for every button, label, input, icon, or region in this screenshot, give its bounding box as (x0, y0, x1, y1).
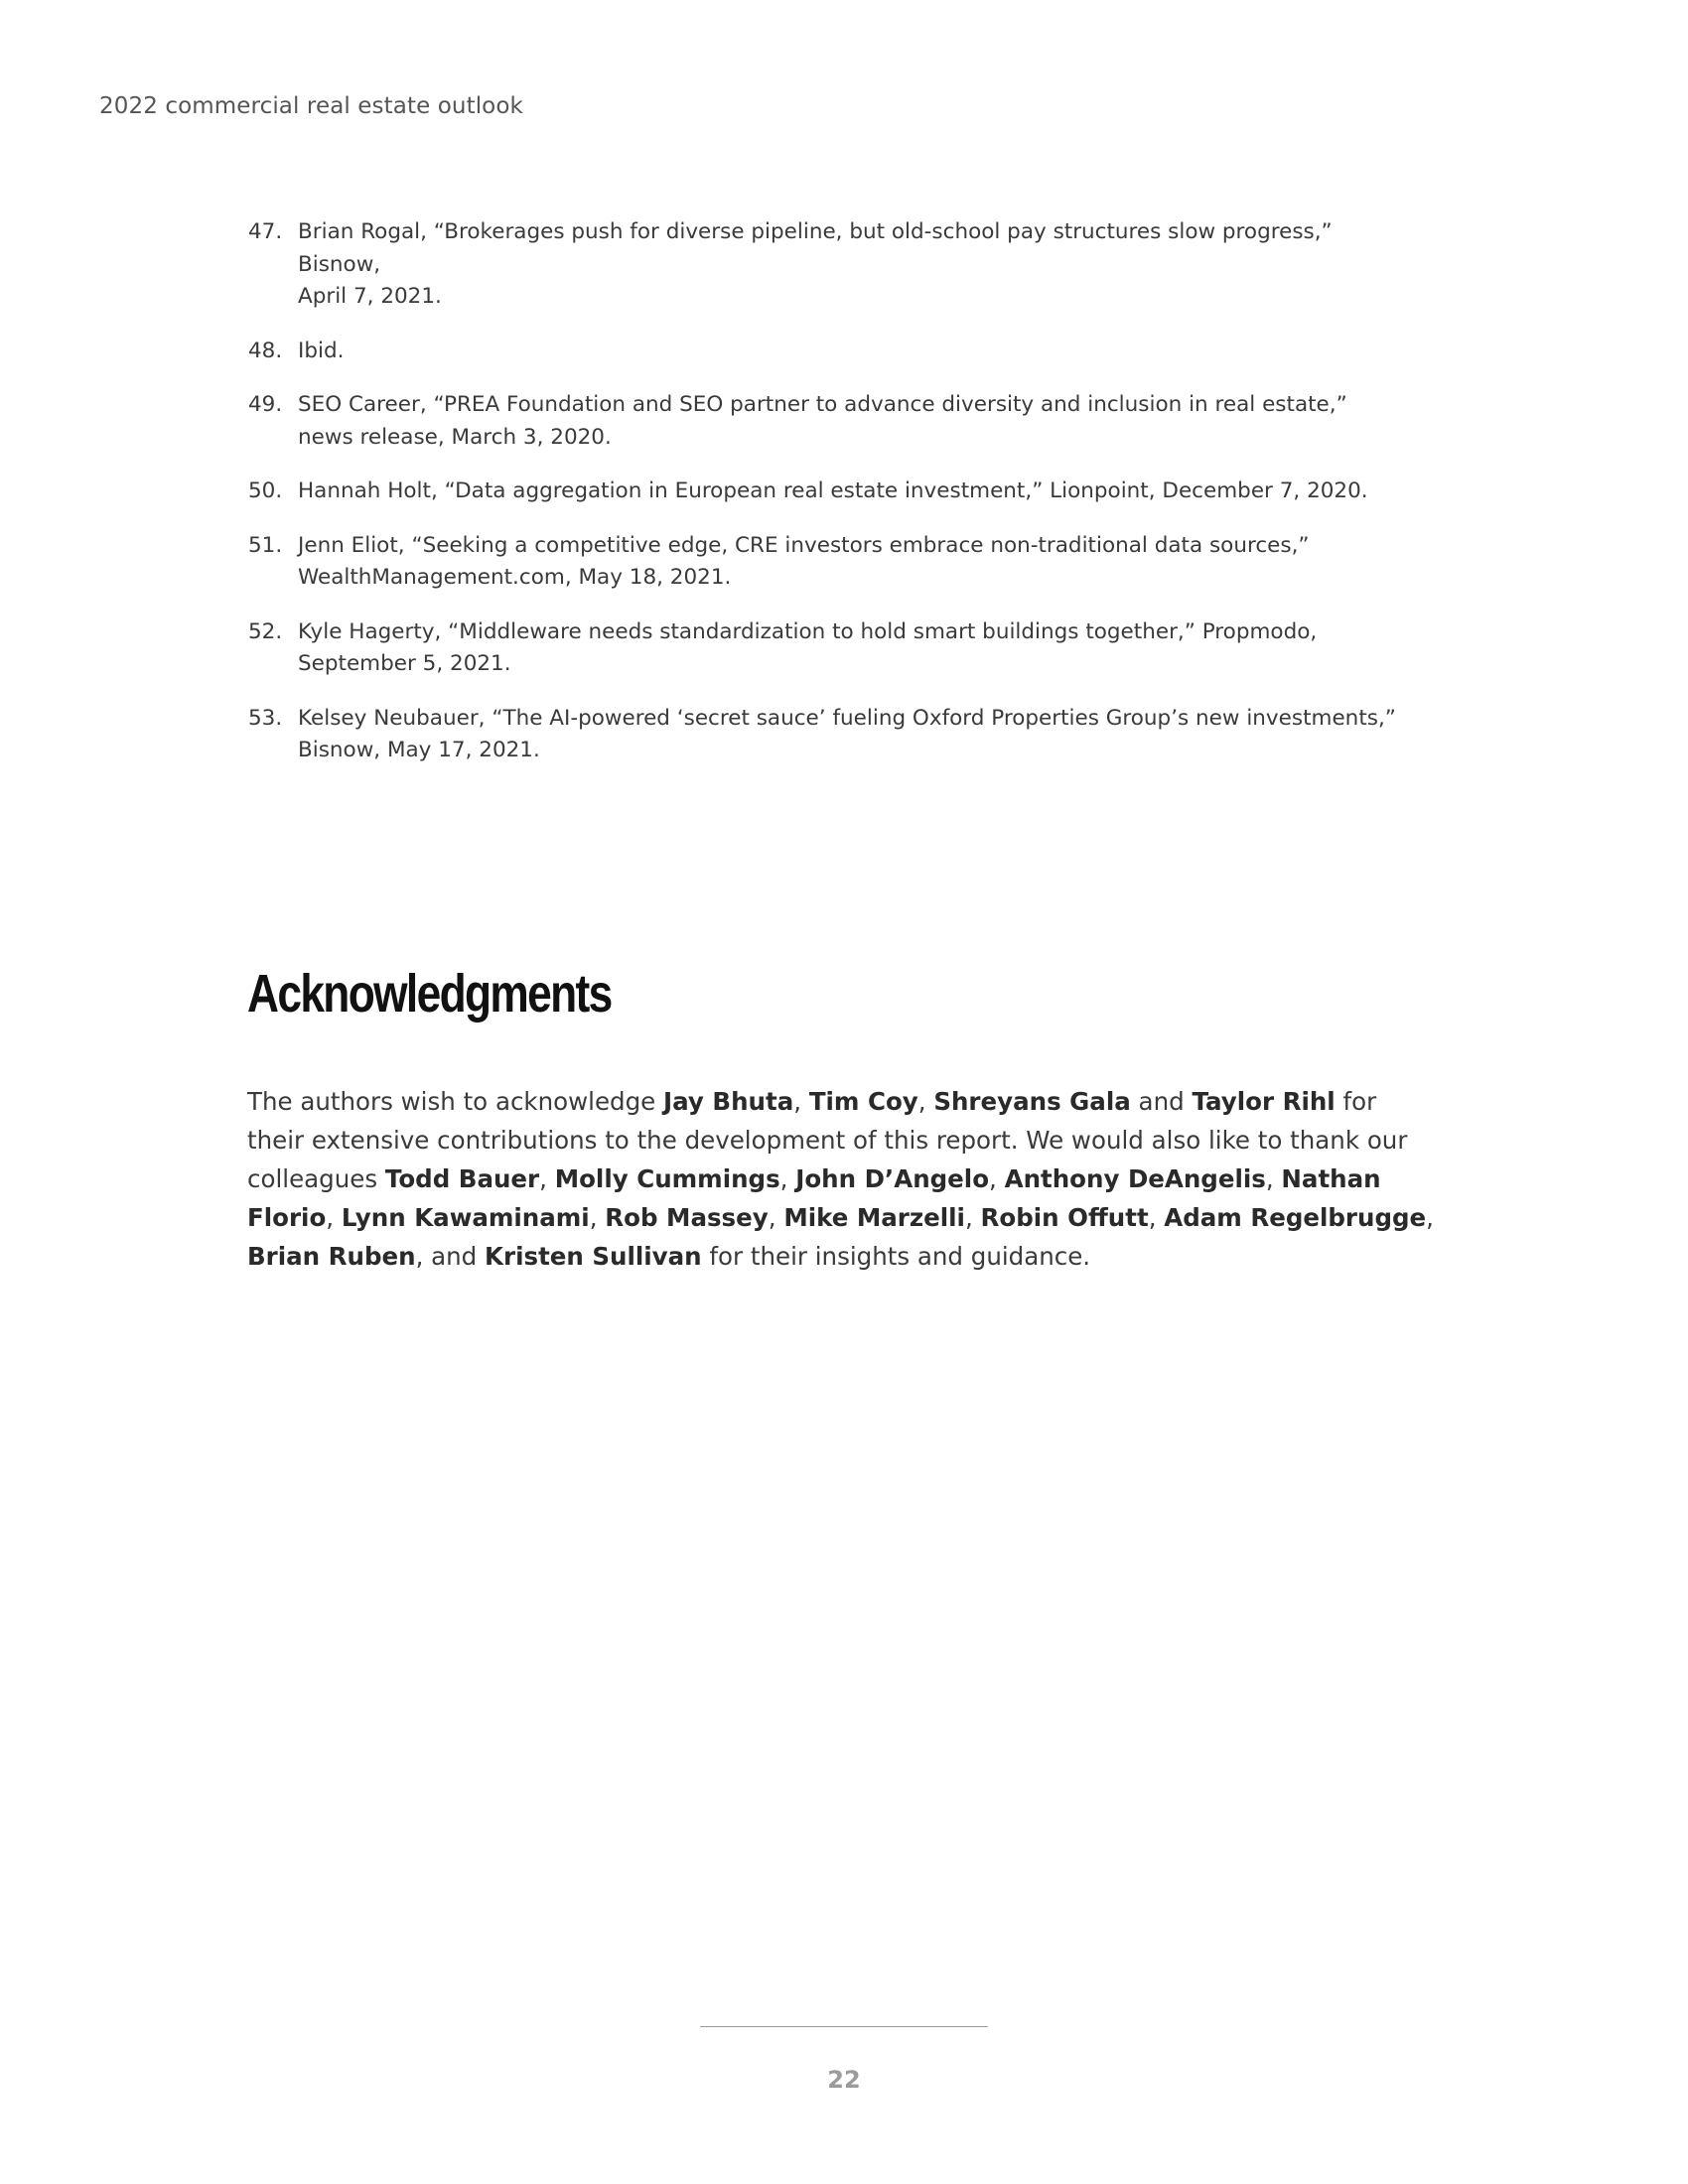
endnote-text: Jenn Eliot, “Seeking a competitive edge, CRE investors embrace non-traditional data sources,” WealthManagement.com, May 18, 2021. (298, 532, 1310, 590)
separator: , (589, 1203, 606, 1232)
endnote-item (248, 476, 1410, 508)
endnote-number: 48. (248, 338, 283, 363)
separator: and (1130, 1087, 1193, 1116)
colleague-name: Brian Ruben (247, 1242, 416, 1271)
ack-closing-text: for their insights and guidance. (701, 1242, 1091, 1271)
endnote-number: 52. (248, 618, 283, 644)
colleague-name: John D’Angelo (795, 1164, 990, 1193)
endnote-item (248, 616, 1410, 681)
colleague-name: Molly Cummings (554, 1164, 780, 1193)
endnote-text: SEO Career, “PREA Foundation and SEO partner to advance diversity and inclusion in real estate,” news release, March 3, 2020. (298, 392, 1347, 450)
author-name: Taylor Rihl (1192, 1087, 1336, 1116)
endnote-item (248, 530, 1410, 595)
separator: , (539, 1164, 555, 1193)
endnote-number: 47. (248, 219, 283, 244)
endnote-number: 50. (248, 478, 283, 503)
acknowledgments-heading: Acknowledgments (247, 964, 612, 1024)
endnote-number: 51. (248, 532, 283, 558)
colleague-name: Todd Bauer (384, 1164, 540, 1193)
separator: , (989, 1164, 1005, 1193)
separator: , (768, 1203, 784, 1232)
endnote-number: 53. (248, 705, 283, 731)
separator: , (1148, 1203, 1165, 1232)
separator: , (1265, 1164, 1282, 1193)
colleague-name: Lynn Kawaminami (341, 1203, 590, 1232)
separator: , (779, 1164, 796, 1193)
endnote-number: 49. (248, 392, 283, 417)
separator: , (964, 1203, 981, 1232)
endnote-text: Ibid. (298, 338, 345, 363)
endnote-item (248, 703, 1410, 767)
author-name: Shreyans Gala (933, 1087, 1131, 1116)
separator: , (326, 1203, 342, 1232)
colleague-name: Anthony DeAngelis (1004, 1164, 1266, 1193)
endnote-item (248, 389, 1410, 454)
author-name: Tim Coy (808, 1087, 918, 1116)
endnote-text: Kelsey Neubauer, “The AI-powered ‘secret sauce’ fueling Oxford Properties Group’s new investments,” Bisnow, May 17, 2021. (298, 705, 1396, 762)
footer-divider (700, 2026, 988, 2027)
endnote-item (248, 216, 1410, 314)
endnote-text: Brian Rogal, “Brokerages push for diverse pipeline, but old-school pay structures slow progress,” Bisnow, April 7, 2021. (298, 219, 1333, 309)
author-name: Jay Bhuta (663, 1087, 794, 1116)
endnote-text: Kyle Hagerty, “Middleware needs standardization to hold smart buildings together,” Propmodo, September 5, 2021. (298, 618, 1318, 676)
colleague-name: Kristen Sullivan (485, 1242, 702, 1271)
colleague-name: Adam Regelbrugge (1164, 1203, 1427, 1232)
colleague-name: Nathan Florio (247, 1164, 1381, 1232)
colleague-name: Mike Marzelli (783, 1203, 965, 1232)
separator: , (1426, 1203, 1434, 1232)
colleague-name: Rob Massey (605, 1203, 769, 1232)
running-header: 2022 commercial real estate outlook (99, 93, 523, 119)
separator: , and (415, 1242, 486, 1271)
separator: , (793, 1087, 809, 1116)
acknowledgments-paragraph (247, 1082, 1439, 1276)
ack-intro-text: The authors wish to acknowledge (247, 1087, 664, 1116)
colleague-name: Robin Offutt (980, 1203, 1149, 1232)
endnote-text: Hannah Holt, “Data aggregation in European real estate investment,” Lionpoint, December 7, 2020. (298, 478, 1368, 503)
page-number: 22 (827, 2066, 861, 2094)
endnote-item (248, 336, 1410, 368)
separator: , (917, 1087, 934, 1116)
ack-middle-text: for their extensive contributions to the development of this report. We would also like to thank our colleagues (247, 1087, 1408, 1193)
endnotes-list (248, 216, 1410, 789)
